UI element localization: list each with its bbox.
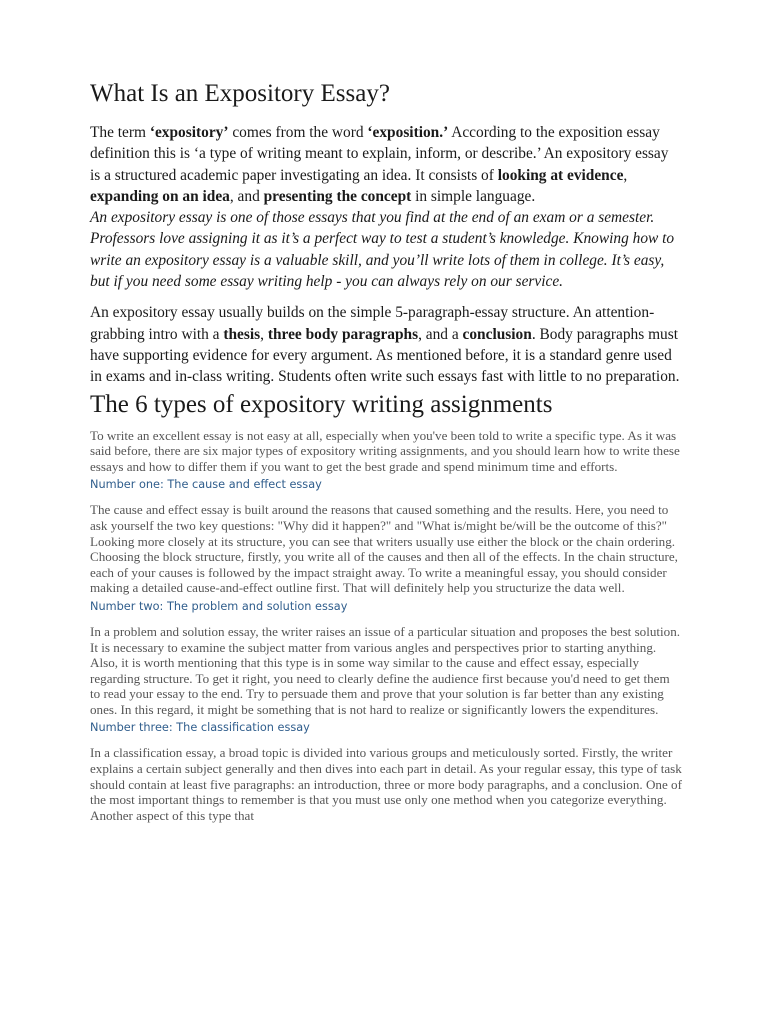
type-label-3: Number three: The classification essay xyxy=(90,721,310,735)
intro-text-3: According to the exposition essay definition this is ‘a type of writing meant to explain, inform, or describe.’ An expository essay is a structured academic paper investigating an idea. It consists of xyxy=(90,124,669,184)
intro-text-4: , xyxy=(623,166,628,184)
type-text-3: In a classification essay, a broad topic is divided into various groups and meticulously sorted. Firstly, the writer explains a certain subject generally and then dives into each part in detail. As your regular essay, this type of task should contain at least five paragraphs: an introduction, three or more body paragraphs, and a conclusion. One of the most important things to remember is that you must use only one method when you categorize everything. Another aspect of this type that xyxy=(90,745,682,823)
structure-text-3: , and a xyxy=(418,325,463,343)
term-conclusion: conclusion xyxy=(462,325,532,343)
term-presenting-concept: presenting the concept xyxy=(263,187,412,205)
page-title: What Is an Expository Essay? xyxy=(90,80,390,107)
italic-paragraph: An expository essay is one of those essays that you find at the end of an exam or a semester. Professors love assigning it as it’s a perfect way to test a student’s knowledge. Knowing how to write an expository essay is a valuable skill, and you’ll write lots of them in college. It’s easy, but if you need some essay writing help - you can always rely on our service. xyxy=(90,209,675,291)
intro-text-1: The term xyxy=(90,124,150,141)
section-intro: To write an excellent essay is not easy at all, especially when you've been told to write a specific type. As it was said before, there are six major types of expository writing assignments, and you should learn how to write these essays and how to differ them if you want to get the best grade and spend minimum time and efforts. xyxy=(90,427,680,474)
term-expanding-on-idea: expanding on an idea xyxy=(90,187,230,205)
section-heading: The 6 types of expository writing assignments xyxy=(90,390,553,418)
structure-text-2: , xyxy=(260,325,268,343)
document-content xyxy=(90,78,682,823)
term-three-body-paragraphs: three body paragraphs xyxy=(267,325,419,343)
term-exposition: ‘exposition.’ xyxy=(367,124,449,141)
structure-paragraph xyxy=(90,302,682,387)
intro-text-6: in simple language. xyxy=(411,187,536,205)
structure-text-1: An expository essay usually builds on the simple 5-paragraph-essay structure. An attention-grabbing intro with a xyxy=(90,304,655,343)
intro-text-2: comes from the word xyxy=(228,124,368,141)
term-expository: ‘expository’ xyxy=(149,124,229,141)
intro-paragraph xyxy=(90,122,682,207)
type-label-2: Number two: The problem and solution essay xyxy=(90,599,348,613)
term-looking-at-evidence: looking at evidence xyxy=(497,166,624,184)
intro-text-5: , and xyxy=(229,187,264,205)
term-thesis: thesis xyxy=(223,325,261,343)
type-text-2: In a problem and solution essay, the writer raises an issue of a particular situation and proposes the best solution. It is necessary to examine the subject matter from various angles and perspectives prior to starting anything. Also, it is worth mentioning that this type is in some way similar to the cause and effect essay, especially regarding structure. To get it right, you need to clearly define the audience first because you'd need to get them to read your essay to the end. Try to persuade them and prove that your solution is far better than any existing ones. In this regard, it might be something that is not hard to realize or significantly lowers the expenditures. xyxy=(90,623,681,717)
type-text-1: The cause and effect essay is built around the reasons that caused something and the results. Here, you need to ask yourself the two key questions: "Why did it happen?" and "What is/might be/will be the outcome of this?" Looking more closely at its structure, you can see that writers usually use either the block or the chain ordering. Choosing the block structure, firstly, you write all of the causes and then all of the effects. In the chain structure, each of your causes is followed by the impact straight away. To write a meaningful essay, you should consider making a detailed cause-and-effect outline first. That will definitely help you structurize the data well. xyxy=(90,502,678,596)
type-label-1: Number one: The cause and effect essay xyxy=(90,478,322,492)
structure-text-4: . Body paragraphs must have supporting evidence for every argument. As mentioned before, it is a standard genre used in exams and in-class writing. Students often write such essays fast with little to no preparation. xyxy=(90,325,680,386)
